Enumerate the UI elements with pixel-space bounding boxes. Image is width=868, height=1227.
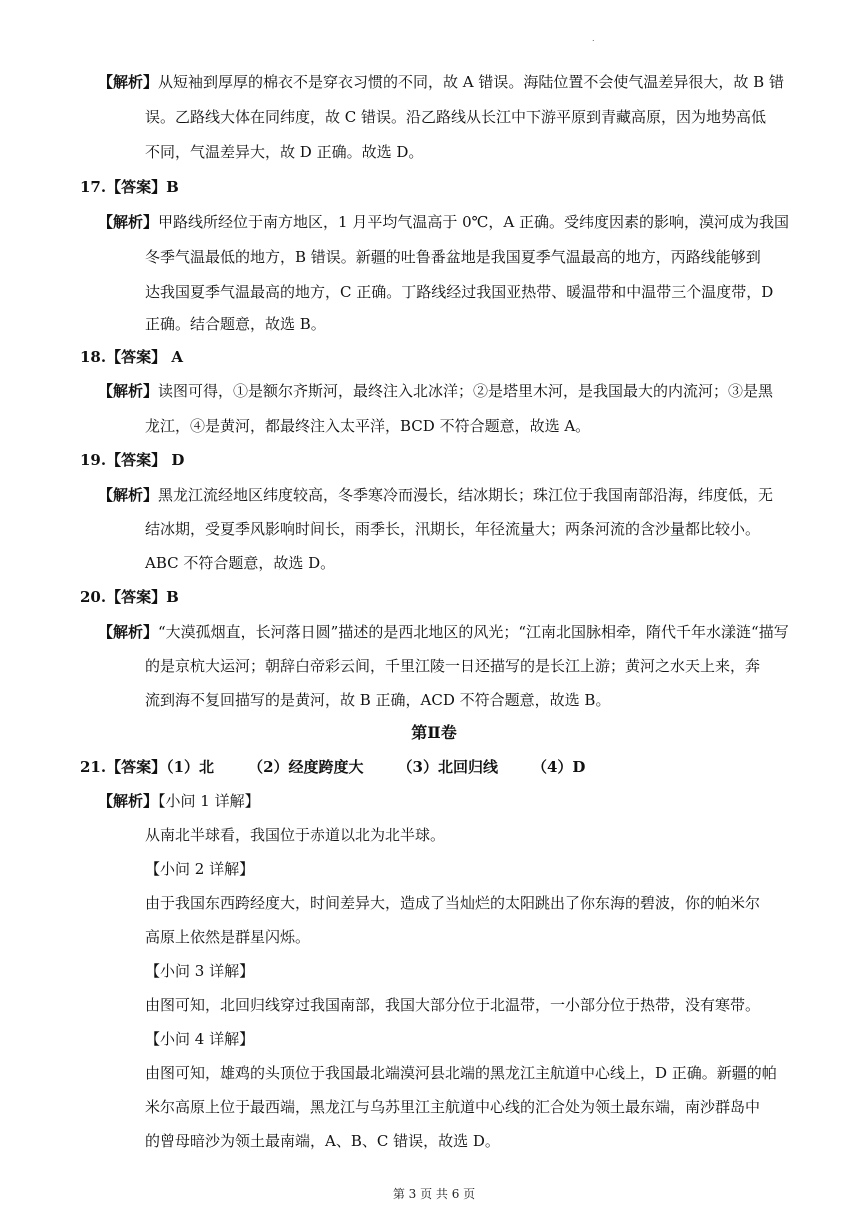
subquestion-head: 【小问 1 详解】: [158, 792, 260, 810]
question-answer: [80, 346, 183, 368]
explanation-line: “大漠孤烟直，长河落日圆”描述的是西北地区的风光；“江南北国脉相牵，隋代千年水漾涟“描写: [158, 623, 789, 641]
answer-part: （1）北: [166, 758, 215, 776]
question-number: 20.: [80, 588, 107, 606]
explanation-line: 龙江，④是黄河，都最终注入太平洋，BCD 不符合题意，故选 A。: [145, 417, 591, 435]
answer-value: B: [166, 588, 179, 606]
question-answer: [80, 756, 585, 778]
answer-label: 【答案】: [106, 758, 167, 776]
explanation-line: 冬季气温最低的地方，B 错误。新疆的吐鲁番盆地是我国夏季气温最高的地方，丙路线能够到: [145, 248, 761, 266]
explanation-label: 【解析】: [98, 623, 159, 641]
question-number: 18.: [80, 348, 107, 366]
explanation-line: ABC 不符合题意，故选 D。: [145, 554, 336, 572]
explanation-line: 由图可知，雄鸡的头顶位于我国最北端漠河县北端的黑龙江主航道中心线上，D 正确。新疆的帕: [145, 1064, 777, 1082]
scan-dot: .: [592, 34, 595, 43]
page-footer: 第 3 页 共 6 页: [392, 1187, 476, 1201]
answer-part: （2）经度跨度大: [248, 758, 364, 776]
explanation-line: 米尔高原上位于最西端，黑龙江与乌苏里江主航道中心线的汇合处为领土最东端，南沙群岛中: [145, 1098, 761, 1116]
answer-label: 【答案】: [106, 178, 167, 196]
explanation-label: 【解析】: [98, 792, 159, 810]
explanation-line: 流到海不复回描写的是黄河，故 B 正确，ACD 不符合题意，故选 B。: [145, 691, 611, 709]
explanation-line: 从南北半球看，我国位于赤道以北为北半球。: [145, 826, 446, 844]
answer-value: A: [166, 348, 183, 366]
question-answer: [80, 586, 179, 608]
explanation-line: 由图可知，北回归线穿过我国南部，我国大部分位于北温带，一小部分位于热带，没有寒带。: [145, 996, 761, 1014]
question-number: 19.: [80, 451, 107, 469]
answer-label: 【答案】: [106, 348, 167, 366]
explanation-line: 读图可得，①是额尔齐斯河，最终注入北冰洋；②是塔里木河，是我国最大的内流河；③是黑: [158, 382, 774, 400]
explanation-line: 高原上依然是群星闪烁。: [145, 928, 311, 946]
subquestion-head: 【小问 3 详解】: [145, 962, 255, 980]
explanation-line: 的是京杭大运河；朝辞白帝彩云间，千里江陵一日还描写的是长江上游；黄河之水天上来，奔: [145, 657, 761, 675]
explanation-label: 【解析】: [98, 73, 159, 91]
answer-value: B: [166, 178, 179, 196]
question-number: 17.: [80, 178, 107, 196]
section-title: 第Ⅱ卷: [411, 723, 457, 742]
subquestion-head: 【小问 4 详解】: [145, 1030, 255, 1048]
explanation-label: 【解析】: [98, 486, 159, 504]
answer-part: （4）D: [531, 758, 586, 776]
answer-value: D: [166, 451, 185, 469]
answer-label: 【答案】: [106, 451, 167, 469]
subquestion-head: 【小问 2 详解】: [145, 860, 255, 878]
explanation-label: 【解析】: [98, 213, 159, 231]
explanation-line: 由于我国东西跨经度大，时间差异大，造成了当灿烂的太阳跳出了你东海的碧波，你的帕米尔: [145, 894, 761, 912]
question-answer: [80, 176, 179, 198]
question-answer: [80, 449, 184, 471]
explanation-line: 正确。结合题意，故选 B。: [145, 315, 326, 333]
explanation-label: 【解析】: [98, 382, 159, 400]
question-number: 21.: [80, 758, 107, 776]
explanation-line: 甲路线所经位于南方地区，1 月平均气温高于 0℃，A 正确。受纬度因素的影响，漠河成为我国: [158, 213, 790, 231]
answer-label: 【答案】: [106, 588, 167, 606]
answer-part: （3）北回归线: [397, 758, 498, 776]
explanation-line: 的曾母暗沙为领土最南端，A、B、C 错误，故选 D。: [145, 1132, 500, 1150]
explanation-line: 误。乙路线大体在同纬度，故 C 错误。沿乙路线从长江中下游平原到青藏高原，因为地势高低: [145, 108, 767, 126]
explanation-line: 达我国夏季气温最高的地方，C 正确。丁路线经过我国亚热带、暖温带和中温带三个温度带，D: [145, 283, 774, 301]
explanation-line: 不同，气温差异大，故 D 正确。故选 D。: [145, 143, 424, 161]
explanation-line: 结冰期，受夏季风影响时间长，雨季长，汛期长，年径流量大；两条河流的含沙量都比较小。: [145, 520, 761, 538]
explanation-line: 从短袖到厚厚的棉衣不是穿衣习惯的不同，故 A 错误。海陆位置不会使气温差异很大，故 B 错: [158, 73, 784, 91]
explanation-line: 黑龙江流经地区纬度较高，冬季寒冷而漫长，结冰期长；珠江位于我国南部沿海，纬度低，无: [158, 486, 774, 504]
